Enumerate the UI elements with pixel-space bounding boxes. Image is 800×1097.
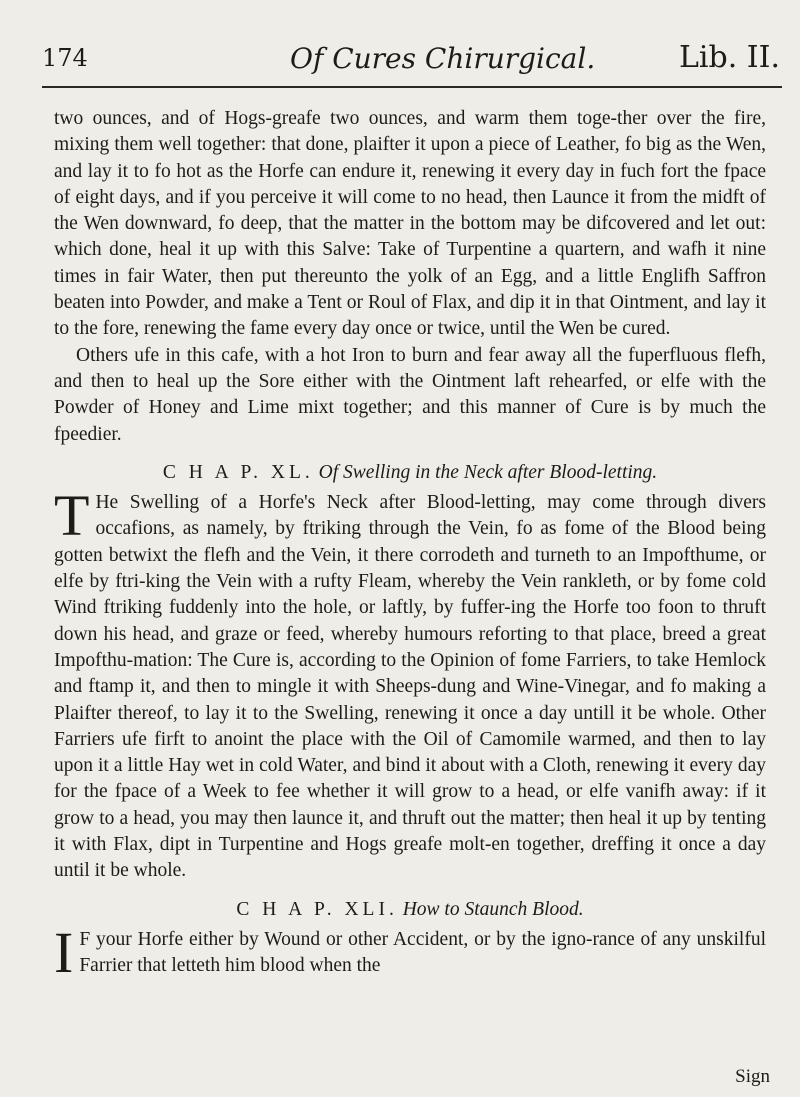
chapter-40-heading	[54, 460, 766, 486]
chapter-40-body: He Swelling of a Horfe's Neck after Blood-letting, may come through divers occafions, as namely, by ftriking through the Vein, fo as fome of the Blood being gotten betwixt the flefh and the Vein, it there corrodeth and turneth to an Impofthume, or elfe by ftri-king the Vein with a rufty Fleam, whereby the Vein rankleth, or by fome cold Wind ftriking fuddenly into the hole, or laftly, by fuffer-ing the Horfe too foon to thruft down his head, and graze or feed, whereby humours reforting to that place, breed a great Impofthu-mation: The Cure is, according to the Opinion of fome Farriers, to take Hemlock and ftamp it, and then to mingle it with Sheeps-dung and Wine-Vinegar, and fo making a Plaifter thereof, to lay it to the Swelling, renewing it once a day untill it be whole. Other Farriers ufe firft to anoint the place with the Oil of Camomile warmed, and then to lay upon it a little Hay wet in cold Water, and bind it about with a Cloth, renewing it every day for the fpace of a Week to fee whether it will grow to a head, or elfe vanifh away: if it grow to a head, you may then launce it, and thruft out the matter; then heal it up by tenting it with Flax, dipt in Turpentine and Hogs greafe molt-en together, dreffing it once a day until it be whole.	[54, 492, 766, 882]
book-reference: Lib. II.	[678, 40, 780, 75]
page-header	[42, 38, 782, 88]
chapter-41-dropcap: I	[54, 919, 74, 985]
paragraph-wen-cure: two ounces, and of Hogs-greafe two ounces, and warm them toge-ther over the fire, mixing them well together: that done, plaifter it upon a piece of Leather, fo big as the Wen, and lay it to fo hot as the Horfe can endure it, renewing it every day in fuch fort the fpace of eight days, and if you perceive it will come to no head, then Launce it from the midft of the Wen downward, fo deep, that the matter in the bottom may be difcovered and let out: which done, heal it up with this Salve: Take of Turpentine a quartern, and wafh it nine times in fair Water, then put thereunto the yolk of an Egg, and a little Englifh Saffron beaten into Powder, and make a Tent or Roul of Flax, and dip it in that Ointment, and lay it to the fore, renewing the fame every day once or twice, until the Wen be cured.	[54, 108, 766, 340]
chapter-40-title: Of Swelling in the Neck after Blood-letting.	[318, 461, 658, 483]
running-title: Of Cures Chirurgical.	[290, 42, 596, 75]
header-rule	[42, 86, 782, 88]
page-body	[54, 106, 766, 985]
chapter-40-dropcap: T	[54, 483, 90, 549]
chapter-41-title: How to Staunch Blood.	[402, 898, 584, 920]
chapter-40-label: C H A P. XL.	[162, 461, 314, 483]
chapter-41-heading	[54, 897, 766, 923]
paragraph-alternative-cure: Others ufe in this cafe, with a hot Iron to burn and fear away all the fuperfluous flefh, and then to heal up the Sore either with the Ointment laft rehearfed, or elfe with the Powder of Honey and Lime mixt together; and this manner of Cure is by much the fpeedier.	[54, 344, 766, 445]
page-number: 174	[42, 44, 88, 72]
chapter-41-body: F your Horfe either by Wound or other Accident, or by the igno-rance of any unskilful Farrier that letteth him blood when the	[79, 928, 766, 977]
chapter-41-label: C H A P. XLI.	[236, 898, 398, 920]
chapter-41-text	[54, 919, 766, 985]
chapter-40-text	[54, 483, 766, 884]
catchword: Sign	[735, 1066, 770, 1087]
